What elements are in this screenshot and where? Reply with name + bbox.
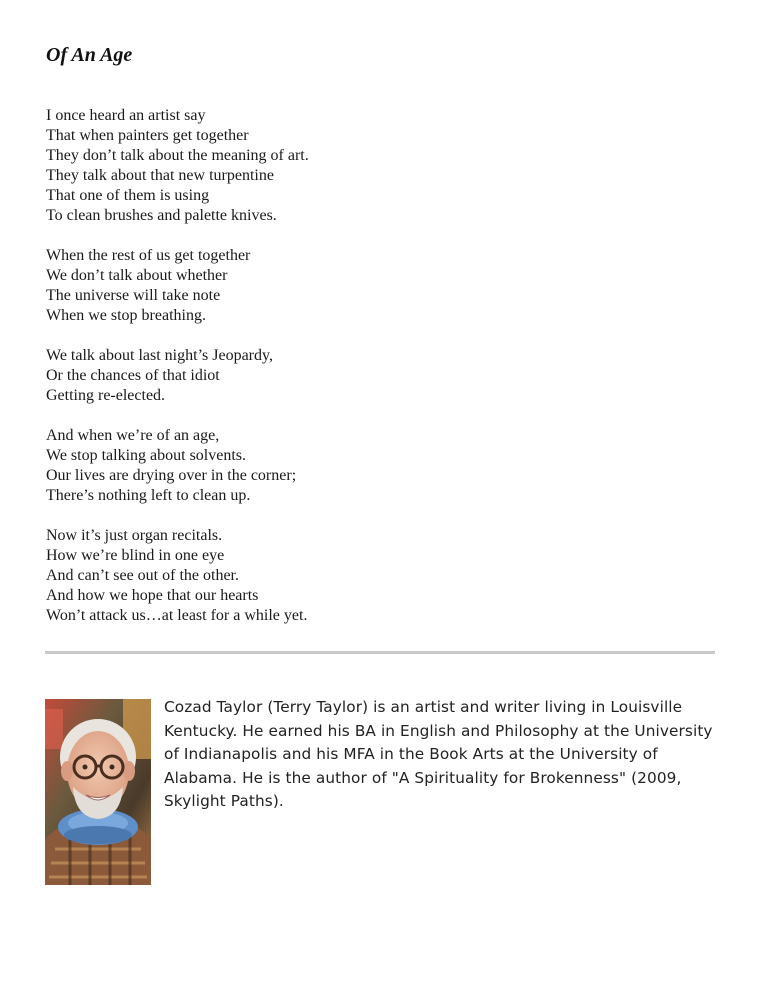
- poem-line: The universe will take note: [46, 287, 221, 304]
- section-divider: [45, 651, 715, 654]
- stanza: [46, 346, 506, 406]
- poem-line: We don’t talk about whether: [46, 267, 228, 284]
- poem-line: We talk about last night’s Jeopardy,: [46, 347, 273, 364]
- poem-title: Of An Age: [46, 44, 133, 66]
- poem-line: Won’t attack us…at least for a while yet.: [46, 607, 308, 624]
- poem-line: That one of them is using: [46, 187, 210, 204]
- poem-line: And when we’re of an age,: [46, 427, 220, 444]
- stanza: [46, 526, 506, 626]
- poem-line: Our lives are drying over in the corner;: [46, 467, 297, 484]
- poem-line: How we’re blind in one eye: [46, 547, 225, 564]
- poem-line: I once heard an artist say: [46, 107, 206, 124]
- poem-line: When we stop breathing.: [46, 307, 206, 324]
- poem-line: To clean brushes and palette knives.: [46, 207, 277, 224]
- poem-line: Now it’s just organ recitals.: [46, 527, 223, 544]
- poem-line: That when painters get together: [46, 127, 249, 144]
- poem-line: Getting re-elected.: [46, 387, 166, 404]
- stanza: [46, 106, 506, 226]
- poem-line: We stop talking about solvents.: [46, 447, 247, 464]
- poem-line: And can’t see out of the other.: [46, 567, 239, 584]
- poem-line: They don’t talk about the meaning of art.: [46, 147, 309, 164]
- poem-body: [46, 106, 506, 646]
- author-photo: [45, 699, 151, 885]
- stanza: [46, 246, 506, 326]
- stanza: [46, 426, 506, 506]
- poem-line: Or the chances of that idiot: [46, 367, 220, 384]
- poem-line: They talk about that new turpentine: [46, 167, 274, 184]
- poem-line: And how we hope that our hearts: [46, 587, 259, 604]
- poem-line: There’s nothing left to clean up.: [46, 487, 251, 504]
- author-bio: Cozad Taylor (Terry Taylor) is an artist and writer living in Louisville Kentucky. He earned his BA in English and Philosophy at the University of Indianapolis and his MFA in the Book Arts at the University of Alabama. He is the author of "A Spirituality for Brokenness" (2009, Skylight Paths).: [164, 698, 713, 810]
- poem-line: When the rest of us get together: [46, 247, 251, 264]
